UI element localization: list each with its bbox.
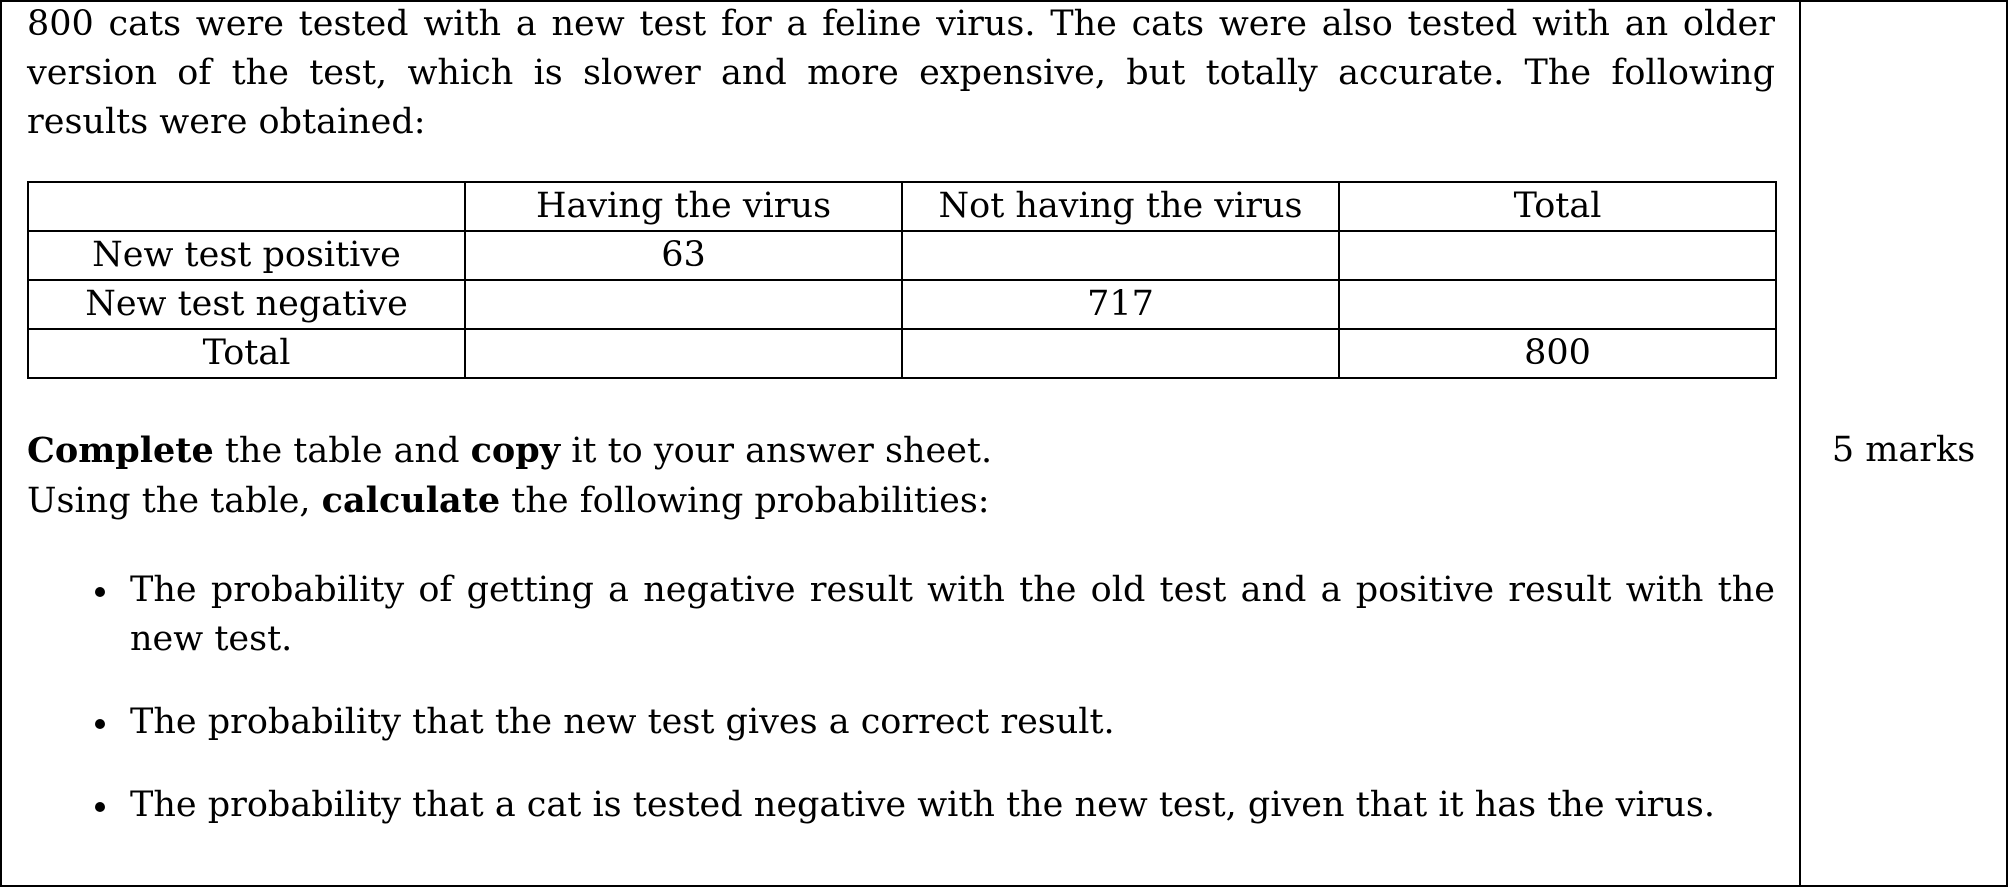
table-header-cell: Not having the virus	[902, 182, 1339, 231]
instruction-text: Using the table,	[27, 481, 322, 521]
table-row	[28, 329, 1776, 378]
instruction-text: the following probabilities:	[500, 481, 990, 521]
bullet-icon	[95, 587, 105, 597]
table-cell	[1339, 280, 1776, 329]
list-item	[27, 566, 1775, 664]
table-cell	[465, 329, 902, 378]
marks-label: 5 marks	[1831, 430, 1976, 470]
table-cell	[902, 231, 1339, 280]
bullet-icon	[95, 719, 105, 729]
instruction-text: it to your answer sheet.	[560, 431, 993, 471]
list-item	[27, 781, 1775, 830]
table-row	[28, 280, 1776, 329]
instruction-keyword: calculate	[321, 480, 501, 521]
instruction-keyword: copy	[470, 430, 561, 471]
instruction-text: the table and	[213, 431, 471, 471]
instruction-line	[27, 426, 1775, 476]
instructions	[27, 426, 1775, 526]
list-item-text: The probability that the new test gives a correct result.	[130, 702, 1115, 742]
results-table	[27, 181, 1777, 379]
instruction-line	[27, 476, 1775, 526]
probability-list	[27, 566, 1775, 830]
table-cell: 717	[902, 280, 1339, 329]
list-item-text: The probability that a cat is tested negative with the new test, given that it has the virus.	[130, 785, 1715, 825]
question-intro: 800 cats were tested with a new test for a feline virus. The cats were also tested with an older version of the test, which is slower and more expensive, but totally accurate. The following results were obtained:	[27, 4, 1775, 142]
table-cell: 63	[465, 231, 902, 280]
instruction-keyword: Complete	[27, 430, 214, 471]
table-row	[28, 231, 1776, 280]
question-body	[27, 0, 1775, 825]
list-item	[27, 698, 1775, 747]
table-cell	[465, 280, 902, 329]
bullet-icon	[95, 802, 105, 812]
table-cell: 800	[1339, 329, 1776, 378]
table-cell	[902, 329, 1339, 378]
list-item-text: The probability of getting a negative result with the old test and a positive result with the new test.	[130, 570, 1775, 659]
table-cell: Total	[28, 329, 465, 378]
table-cell: New test positive	[28, 231, 465, 280]
table-header-cell: Having the virus	[465, 182, 902, 231]
table-header-row	[28, 182, 1776, 231]
table-header-cell	[28, 182, 465, 231]
table-header-cell: Total	[1339, 182, 1776, 231]
table-cell	[1339, 231, 1776, 280]
table-cell: New test negative	[28, 280, 465, 329]
